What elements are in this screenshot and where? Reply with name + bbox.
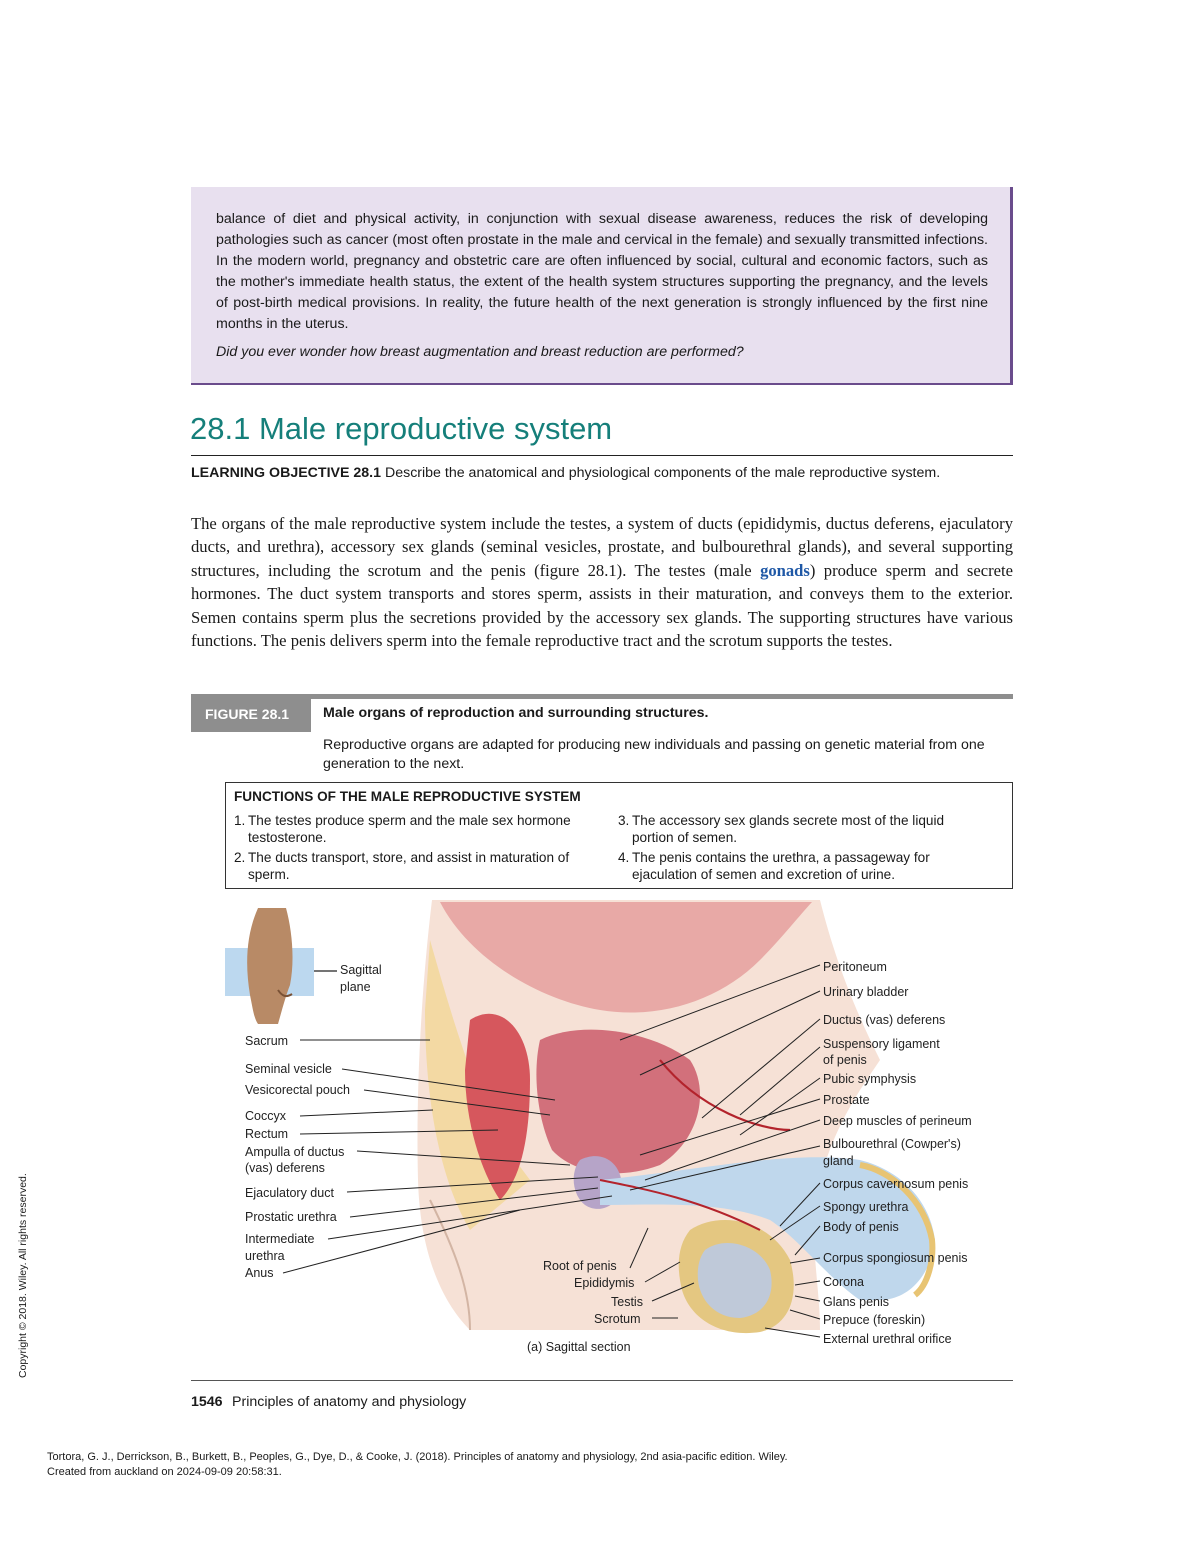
figure-title: Male organs of reproduction and surrounding structures. (323, 705, 709, 721)
footer-divider (191, 1380, 1013, 1381)
label-corpus-cavernosum: Corpus cavernosum penis (823, 1177, 969, 1191)
citation (47, 1450, 788, 1480)
citation-line-2: Created from auckland on 2024-09-09 20:58:31. (47, 1466, 282, 1478)
label-bulbourethral-line1: Bulbourethral (Cowper's) (823, 1137, 961, 1151)
label-deep-muscles: Deep muscles of perineum (823, 1114, 972, 1128)
function-text: The testes produce sperm and the male sex hormone testosterone. (248, 813, 571, 845)
label-ampulla-line2: (vas) deferens (245, 1161, 325, 1175)
body-part-2: ) produce sperm and secrete hormones. The duct system transports and stores sperm, assists in their maturation, and conveys them to the exterior. Semen contains sperm plus the secretions provided by the accessory sex glands. The supporting structures have various functions. The penis delivers sperm into the female reproductive tract and the scrotum supports the testes. (191, 560, 1013, 651)
function-number: 1. (234, 813, 246, 828)
function-number: 3. (618, 813, 630, 828)
label-testis: Testis (611, 1295, 643, 1309)
label-corona: Corona (823, 1275, 864, 1289)
page-number: 1546 (191, 1394, 223, 1410)
copyright-notice: Copyright © 2018. Wiley. All rights reserved. (17, 1173, 29, 1378)
label-epididymis: Epididymis (574, 1276, 635, 1290)
label-urinary-bladder: Urinary bladder (823, 985, 909, 999)
view-caption: (a) Sagittal section (527, 1340, 631, 1354)
function-text: The accessory sex glands secrete most of the liquid portion of semen. (632, 813, 945, 845)
objective-label: LEARNING OBJECTIVE 28.1 (191, 465, 382, 481)
body-part-1: The organs of the male reproductive system include the testes, a system of ducts (epididymis, ductus deferens, ejaculatory ducts, and urethra), accessory sex glands (seminal vesicles, prostate, and bulbourethral glands), and several supporting structures, including the scrotum and the penis (figure 28.1). The testes (male (191, 514, 1013, 580)
book-title: Principles of anatomy and physiology (232, 1394, 467, 1410)
label-scrotum: Scrotum (594, 1312, 641, 1326)
function-number: 4. (618, 850, 630, 865)
figure-label: FIGURE 28.1 (191, 699, 311, 732)
label-ampulla-line1: Ampulla of ductus (245, 1145, 345, 1159)
figure-description: Reproductive organs are adapted for producing new individuals and passing on genetic material from one generation to the next. (323, 737, 985, 772)
left-labels (245, 1034, 350, 1280)
label-prostate: Prostate (823, 1093, 870, 1107)
label-ductus-deferens: Ductus (vas) deferens (823, 1013, 946, 1027)
label-ejaculatory-duct: Ejaculatory duct (245, 1186, 334, 1200)
glossary-term-gonads[interactable]: gonads (760, 560, 810, 580)
function-number: 2. (234, 850, 246, 865)
label-corpus-spongiosum: Corpus spongiosum penis (823, 1251, 968, 1265)
label-coccyx: Coccyx (245, 1109, 286, 1123)
label-external-urethral-orifice: External urethral orifice (823, 1332, 952, 1346)
function-text: The ducts transport, store, and assist in maturation of sperm. (248, 850, 570, 882)
label-root-of-penis: Root of penis (543, 1259, 617, 1273)
objective-text: Describe the anatomical and physiological components of the male reproductive system. (384, 465, 941, 481)
label-suspensory-line1: Suspensory ligament (823, 1037, 940, 1051)
label-prepuce: Prepuce (foreskin) (823, 1313, 926, 1327)
inset-label-sagittal: Sagittal (340, 963, 382, 977)
label-prostatic-urethra: Prostatic urethra (245, 1210, 337, 1224)
label-suspensory-line2: of penis (823, 1053, 867, 1067)
intro-text: balance of diet and physical activity, in conjunction with sexual disease awareness, reduces the risk of developing pathologies such as cancer (most often prostate in the male and cervical in the female) and sexually transmitted infections. In the modern world, pregnancy and obstetric care are often influenced by social, cultural and economic factors, such as the mother's immediate health status, the extent of the health system structures supporting the pregnancy, and the levels of post-birth medical provisions. In reality, the future health of the next generation is strongly influenced by the first nine months in the uterus. (216, 211, 988, 332)
label-glans-penis: Glans penis (823, 1295, 890, 1309)
label-vesicorectal-pouch: Vesicorectal pouch (245, 1083, 350, 1097)
inset-label-plane: plane (340, 980, 371, 994)
label-sacrum: Sacrum (245, 1034, 289, 1048)
label-bulbourethral-line2: gland (823, 1154, 854, 1168)
intro-question: Did you ever wonder how breast augmentation and breast reduction are performed? (216, 344, 744, 360)
label-spongy-urethra: Spongy urethra (823, 1200, 909, 1214)
label-body-of-penis: Body of penis (823, 1220, 899, 1234)
functions-title: FUNCTIONS OF THE MALE REPRODUCTIVE SYSTEM (234, 789, 581, 804)
citation-line-1: Tortora, G. J., Derrickson, B., Burkett, B., Peoples, G., Dye, D., & Cooke, J. (2018). Principles of anatomy and physiology, 2nd asia-pacific edition. Wiley. (47, 1451, 788, 1463)
label-intermediate-line1: Intermediate (245, 1232, 315, 1246)
label-rectum: Rectum (245, 1127, 289, 1141)
label-intermediate-line2: urethra (245, 1249, 285, 1263)
inset-body-illustration (225, 908, 314, 1024)
label-pubic-symphysis: Pubic symphysis (823, 1072, 917, 1086)
label-anus: Anus (245, 1266, 274, 1280)
label-seminal-vesicle: Seminal vesicle (245, 1062, 332, 1076)
function-text: The penis contains the urethra, a passageway for ejaculation of semen and excretion of urine. (632, 850, 930, 882)
label-peritoneum: Peritoneum (823, 960, 887, 974)
section-title: 28.1 Male reproductive system (190, 411, 613, 446)
